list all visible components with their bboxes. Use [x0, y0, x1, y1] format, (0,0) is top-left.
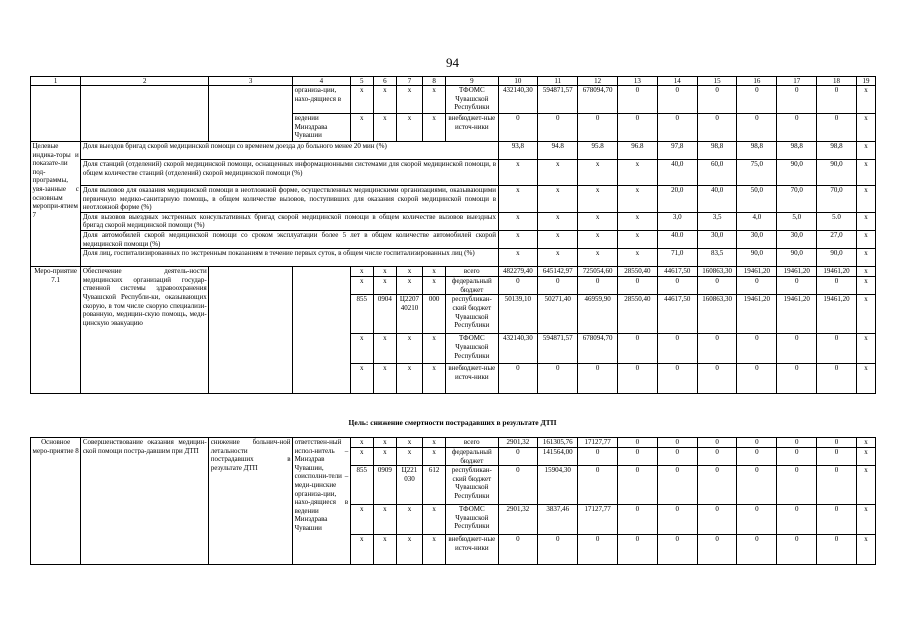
table-cell: 30,0 [737, 230, 777, 248]
table-cell: x [423, 448, 446, 466]
table-cell: 0 [777, 448, 817, 466]
table-cell: x [350, 114, 373, 142]
table-cell: 0 [697, 364, 737, 394]
table-cell: 0 [618, 466, 658, 505]
measure-description: Обеспечение деятель-ности медицинских организаций государ-ственной системы здравоохранения Чувашской Республи-ки, оказывающих скорую, в том числе скорую специализи-рованную, медицин-скую помощь, меди-цинскую эвакуацию [81, 267, 209, 394]
table-cell: 0 [618, 277, 658, 295]
table-cell [81, 86, 209, 142]
table-cell: x [856, 448, 875, 466]
table-cell: 0 [697, 86, 737, 114]
table-cell: x [538, 212, 578, 230]
table-cell: x [350, 334, 373, 364]
table-cell: 0 [777, 438, 817, 448]
table-cell: 4,0 [737, 212, 777, 230]
table-cell: 19461,20 [737, 295, 777, 334]
table-cell: x [856, 249, 875, 267]
table-cell: 0 [817, 86, 857, 114]
table-cell: 0 [737, 466, 777, 505]
table-cell: 0 [737, 334, 777, 364]
indicator-row [31, 142, 876, 160]
table-cell: 0 [618, 438, 658, 448]
table-cell: 0 [817, 334, 857, 364]
table-cell: 0 [777, 466, 817, 505]
table-cell: 60,0 [697, 160, 737, 186]
table-cell: 0 [657, 448, 697, 466]
table-cell: x [423, 334, 446, 364]
table-cell: x [423, 114, 446, 142]
table-cell: 0 [657, 334, 697, 364]
table-cell: 0 [697, 448, 737, 466]
table-cell: x [350, 535, 373, 565]
table-cell: 0 [737, 114, 777, 142]
table-cell: 0 [817, 535, 857, 565]
table-cell: 90,0 [737, 249, 777, 267]
table-cell: 3837,46 [538, 505, 578, 535]
table-cell: 0 [498, 114, 538, 142]
table-cell: x [373, 114, 396, 142]
measure-label: Основное меро-приятие 8 [31, 438, 81, 565]
table-cell: x [856, 230, 875, 248]
table-cell: 594871,57 [538, 86, 578, 114]
table-cell: 141564,00 [538, 448, 578, 466]
table-cell: x [396, 364, 422, 394]
table-cell: 98,8 [777, 142, 817, 160]
column-number: 3 [209, 77, 293, 86]
table-cell: 95.8 [578, 142, 618, 160]
table-cell: федеральный бюджет [446, 277, 498, 295]
table-cell: всего [446, 438, 498, 448]
table-cell: всего [446, 267, 498, 277]
table-cell: 98,8 [737, 142, 777, 160]
table-cell: 90,0 [777, 160, 817, 186]
table-cell: 0 [777, 334, 817, 364]
table-cell: x [856, 267, 875, 277]
table-cell: 0 [618, 448, 658, 466]
column-number: 9 [446, 77, 498, 86]
table-cell: 28550,40 [618, 295, 658, 334]
table-cell: x [373, 86, 396, 114]
indicator-text: Доля вызовов для оказания медицинской помощи в неотложной форме, осуществленных медицинскими организациями, оказывающими первичную медико-санитарную помощь, в общем количестве вызовов, поступивших для оказания скорой медицинской помощи в неотложной форме (%) [82, 186, 497, 212]
table-cell: 0 [737, 364, 777, 394]
table-cell: 90,0 [817, 160, 857, 186]
table-cell: 28550,40 [618, 267, 658, 277]
table-cell [209, 267, 293, 394]
table-cell: 0 [578, 535, 618, 565]
table-cell: 0 [777, 277, 817, 295]
indicator-row [31, 186, 876, 213]
table-cell: 645142,97 [538, 267, 578, 277]
table-cell: x [373, 438, 396, 448]
table-cell: x [350, 267, 373, 277]
table-cell: Ц221 030 [396, 466, 422, 505]
indicator-row [31, 160, 876, 186]
table-cell: x [498, 160, 538, 186]
column-number: 7 [396, 77, 422, 86]
header-row [31, 77, 876, 86]
table-cell: 19461,20 [817, 295, 857, 334]
table-cell: 44617,50 [657, 267, 697, 277]
table-cell: x [578, 230, 618, 248]
table-cell: 0904 [373, 295, 396, 334]
table-cell: x [498, 249, 538, 267]
table-cell: x [350, 448, 373, 466]
table-cell: 0 [657, 535, 697, 565]
table-cell: 0 [578, 114, 618, 142]
table-cell: 0 [777, 86, 817, 114]
table-cell: x [618, 186, 658, 213]
table-cell: 0 [737, 505, 777, 535]
table-cell: 46959,90 [578, 295, 618, 334]
table-cell: 0 [697, 438, 737, 448]
table-cell: x [373, 277, 396, 295]
table-cell: 83,5 [697, 249, 737, 267]
table-cell: x [373, 535, 396, 565]
table-cell: 0 [697, 535, 737, 565]
table-cell: 725054,60 [578, 267, 618, 277]
table-cell: x [856, 212, 875, 230]
table-cell: 70,0 [817, 186, 857, 213]
table-cell: 612 [423, 466, 446, 505]
table-cell: x [396, 86, 422, 114]
table-cell: 0 [737, 86, 777, 114]
table-cell: 594871,57 [538, 334, 578, 364]
table-cell: ТФОМС Чувашской Республики [446, 505, 498, 535]
indicator-text: Доля автомобилей скорой медицинской помощи со сроком эксплуатации более 5 лет в общем количестве автомобилей скорой медицинской помощи (%) [82, 230, 497, 248]
table-cell: x [350, 438, 373, 448]
table-cell: 678094,70 [578, 334, 618, 364]
table-cell: x [578, 212, 618, 230]
table-cell: 0 [817, 114, 857, 142]
table-cell: 19461,20 [817, 267, 857, 277]
table-cell: 19461,20 [777, 295, 817, 334]
table-cell: 0 [737, 277, 777, 295]
table-cell: x [856, 277, 875, 295]
measure-8-table [30, 437, 876, 565]
table-cell: 0 [697, 505, 737, 535]
table-cell: 0 [538, 364, 578, 394]
column-number: 15 [697, 77, 737, 86]
measure-executor: ответствен-ный испол-нитель – Минздрав Чувашии, соисполни-тели – меди-цинские организа-ции, нахо-дящиеся в ведении Минздрава Чувашии [293, 438, 351, 565]
table-cell: x [538, 249, 578, 267]
table-cell: 30,0 [777, 230, 817, 248]
table-cell: 0 [737, 448, 777, 466]
table-cell: 20,0 [657, 186, 697, 213]
table-cell: x [498, 230, 538, 248]
table-cell: 96.8 [618, 142, 658, 160]
table-cell: 75,0 [737, 160, 777, 186]
table-cell: 0 [697, 277, 737, 295]
table-cell: 0 [817, 364, 857, 394]
table-cell: 432140,30 [498, 86, 538, 114]
table-cell: x [856, 466, 875, 505]
goal-heading: Цель: снижение смертности пострадавших в результате ДТП [348, 418, 557, 427]
table-cell: 0909 [373, 466, 396, 505]
table-cell: 0 [697, 466, 737, 505]
indicator-row [31, 249, 876, 267]
table-cell: x [856, 295, 875, 334]
table-cell: 0 [657, 277, 697, 295]
table-cell: x [350, 505, 373, 535]
table-cell: 19461,20 [777, 267, 817, 277]
table-cell: 432140,30 [498, 334, 538, 364]
page-number: 94 [446, 55, 459, 70]
table-cell: 98,8 [817, 142, 857, 160]
table-cell: 482279,40 [498, 267, 538, 277]
column-number: 13 [618, 77, 658, 86]
table-cell: x [396, 535, 422, 565]
indicator-text: Доля лиц, госпитализированных по экстренным показаниям в течение первых суток, в общем числе госпитализированных лиц (%) [81, 249, 498, 267]
table-cell: 0 [657, 86, 697, 114]
table-cell: 40,0 [657, 160, 697, 186]
table-cell: x [618, 230, 658, 248]
table-cell: 40,0 [697, 186, 737, 213]
table-cell: 0 [817, 277, 857, 295]
table-cell: x [396, 277, 422, 295]
table-cell: 70,0 [777, 186, 817, 213]
table-cell: 0 [498, 277, 538, 295]
table-cell: 50139,10 [498, 295, 538, 334]
column-number: 17 [777, 77, 817, 86]
table-cell: x [498, 186, 538, 213]
table-cell: 0 [498, 466, 538, 505]
column-number: 12 [578, 77, 618, 86]
table-cell: x [350, 364, 373, 394]
table-cell: 855 [350, 466, 373, 505]
column-number: 4 [293, 77, 351, 86]
table-cell: 17127,77 [578, 505, 618, 535]
table-cell: x [856, 86, 875, 114]
table-cell: 15904,30 [538, 466, 578, 505]
table-cell: 0 [618, 114, 658, 142]
column-number: 10 [498, 77, 538, 86]
table-cell: республикан-ский бюджет Чувашской Республики [446, 295, 498, 334]
table-cell: x [856, 114, 875, 142]
table-cell: 27,0 [817, 230, 857, 248]
table-cell: x [856, 505, 875, 535]
table-cell: x [423, 86, 446, 114]
table-cell: 0 [618, 535, 658, 565]
table-cell: x [578, 186, 618, 213]
table-cell: x [396, 438, 422, 448]
measure-description: Совершенствование оказания медицин-ской помощи постра-давшим при ДТП [81, 438, 209, 565]
table-cell: 0 [817, 505, 857, 535]
table-cell: 0 [657, 364, 697, 394]
table-cell: организа-ции, нахо-дящиеся в [293, 86, 351, 114]
table-cell: 0 [618, 334, 658, 364]
table-cell: x [423, 267, 446, 277]
column-number: 1 [31, 77, 81, 86]
table-cell: 0 [498, 364, 538, 394]
table-cell [31, 86, 81, 142]
table-cell: 0 [777, 364, 817, 394]
table-cell: ТФОМС Чувашской Республики [446, 86, 498, 114]
measure-result: снижение больнич-ной летальности пострадавших в результате ДТП [209, 438, 293, 565]
table-cell: 0 [578, 466, 618, 505]
indicator-row [31, 212, 876, 230]
table-cell: 160863,30 [697, 295, 737, 334]
table-cell: 0 [538, 114, 578, 142]
table-cell: x [856, 186, 875, 213]
table-cell: 0 [737, 438, 777, 448]
table-cell: x [350, 86, 373, 114]
table-cell: 2901,32 [498, 505, 538, 535]
table-cell: 98,8 [697, 142, 737, 160]
table-cell: x [498, 212, 538, 230]
table-cell: x [856, 334, 875, 364]
table-cell: x [373, 267, 396, 277]
table-cell: 0 [697, 334, 737, 364]
table-cell: 0 [777, 535, 817, 565]
table-cell: x [618, 212, 658, 230]
column-number: 18 [817, 77, 857, 86]
table-cell: 0 [578, 364, 618, 394]
table-cell: 0 [817, 448, 857, 466]
table-cell: 50,0 [737, 186, 777, 213]
budget-table [30, 76, 876, 394]
table-cell: 161305,76 [538, 438, 578, 448]
table-cell: 93,8 [498, 142, 538, 160]
column-number: 8 [423, 77, 446, 86]
table-cell: x [856, 142, 875, 160]
table-cell: x [373, 364, 396, 394]
table-cell: федеральный бюджет [446, 448, 498, 466]
table-cell [209, 86, 293, 142]
table-cell: 0 [578, 277, 618, 295]
table-cell: x [578, 160, 618, 186]
table-cell: 0 [618, 364, 658, 394]
table-cell: 90,0 [817, 249, 857, 267]
table-cell: x [396, 114, 422, 142]
table-cell: x [423, 277, 446, 295]
column-number: 5 [350, 77, 373, 86]
table-cell: 0 [697, 114, 737, 142]
table-cell: x [423, 438, 446, 448]
table-cell: 71,0 [657, 249, 697, 267]
column-number: 2 [81, 77, 209, 86]
indicator-text: Доля выездов бригад скорой медицинской помощи со временем доезда до больного менее 20 мин (%) [81, 142, 498, 160]
table-cell: 0 [817, 466, 857, 505]
table-cell: x [618, 249, 658, 267]
indicator-text: Доля станций (отделений) скорой медицинской помощи, оснащенных информационными системами для скорой медицинской помощи, в общем количестве станций (отделений) скорой медицинской помощи (%) [81, 160, 498, 186]
table-cell: x [423, 535, 446, 565]
table-cell: 000 [423, 295, 446, 334]
table-cell: ТФОМС Чувашской Республики [446, 334, 498, 364]
table-cell: x [578, 249, 618, 267]
table-row [31, 86, 876, 114]
table-cell: x [538, 160, 578, 186]
table-cell: внебюджет-ные источ-ники [446, 535, 498, 565]
column-number: 16 [737, 77, 777, 86]
table-cell: 19461,20 [737, 267, 777, 277]
table-cell: x [373, 505, 396, 535]
table-cell: 0 [737, 535, 777, 565]
table-cell: 40.0 [657, 230, 697, 248]
column-number: 19 [856, 77, 875, 86]
table-cell: 50271,40 [538, 295, 578, 334]
table-cell: республикан-ский бюджет Чувашской Республики [446, 466, 498, 505]
table-cell: x [396, 448, 422, 466]
table-cell: 44617,50 [657, 295, 697, 334]
column-number: 6 [373, 77, 396, 86]
measure-row [31, 267, 876, 277]
indicator-row [31, 230, 876, 248]
table-cell: x [373, 448, 396, 466]
table-cell: 17127,77 [578, 438, 618, 448]
table-cell: x [856, 438, 875, 448]
column-number: 14 [657, 77, 697, 86]
table-cell: 0 [657, 114, 697, 142]
table-cell: 97,8 [657, 142, 697, 160]
table-cell: x [423, 505, 446, 535]
table-cell: x [396, 334, 422, 364]
table-cell: 0 [657, 505, 697, 535]
table-cell: 0 [777, 505, 817, 535]
table-cell: x [350, 277, 373, 295]
table-cell: 30,0 [697, 230, 737, 248]
table-cell: 0 [618, 505, 658, 535]
table-cell: 3,5 [697, 212, 737, 230]
table-cell: ведении Минздрава Чувашии [293, 114, 351, 142]
table-cell: 0 [657, 438, 697, 448]
table-cell: 5,0 [777, 212, 817, 230]
table-cell: 0 [777, 114, 817, 142]
table-cell: x [538, 230, 578, 248]
table-cell: 678094,70 [578, 86, 618, 114]
measure-row [31, 438, 876, 448]
table-cell: 0 [817, 438, 857, 448]
table-cell: x [538, 186, 578, 213]
column-number: 11 [538, 77, 578, 86]
table-cell: x [396, 505, 422, 535]
table-cell: x [856, 160, 875, 186]
table-cell: 2901,32 [498, 438, 538, 448]
table-cell: x [373, 334, 396, 364]
table-cell: x [856, 364, 875, 394]
table-cell: 0 [538, 535, 578, 565]
table-cell: 0 [657, 466, 697, 505]
table-cell: внебюджет-ные источ-ники [446, 114, 498, 142]
table-cell: 0 [498, 535, 538, 565]
table-cell: 0 [578, 448, 618, 466]
table-cell: 94.8 [538, 142, 578, 160]
table-cell: 90,0 [777, 249, 817, 267]
table-cell: 5.0 [817, 212, 857, 230]
table-cell: 0 [498, 448, 538, 466]
measure-label: Меро-приятие 7.1 [31, 267, 81, 394]
table-cell: Ц2207 40210 [396, 295, 422, 334]
table-cell: 0 [618, 86, 658, 114]
table-cell: 3,0 [657, 212, 697, 230]
table-cell: 0 [538, 277, 578, 295]
indicator-text: Доля вызовов выездных экстренных консультативных бригад скорой медицинской помощи в общем количестве вызовов выездных бригад скорой медицинской помощи (%) [82, 212, 497, 230]
table-cell: внебюджет-ные источ-ники [446, 364, 498, 394]
indicators-label: Целевые индика-торы и показате-ли под-программы, увя-занные с основным меропри-ятием 7 [31, 142, 81, 267]
table-cell: x [423, 364, 446, 394]
table-cell: 855 [350, 295, 373, 334]
table-cell: x [856, 535, 875, 565]
table-cell: x [618, 160, 658, 186]
table-cell [293, 267, 351, 394]
table-cell: x [396, 267, 422, 277]
table-cell: 160863,30 [697, 267, 737, 277]
